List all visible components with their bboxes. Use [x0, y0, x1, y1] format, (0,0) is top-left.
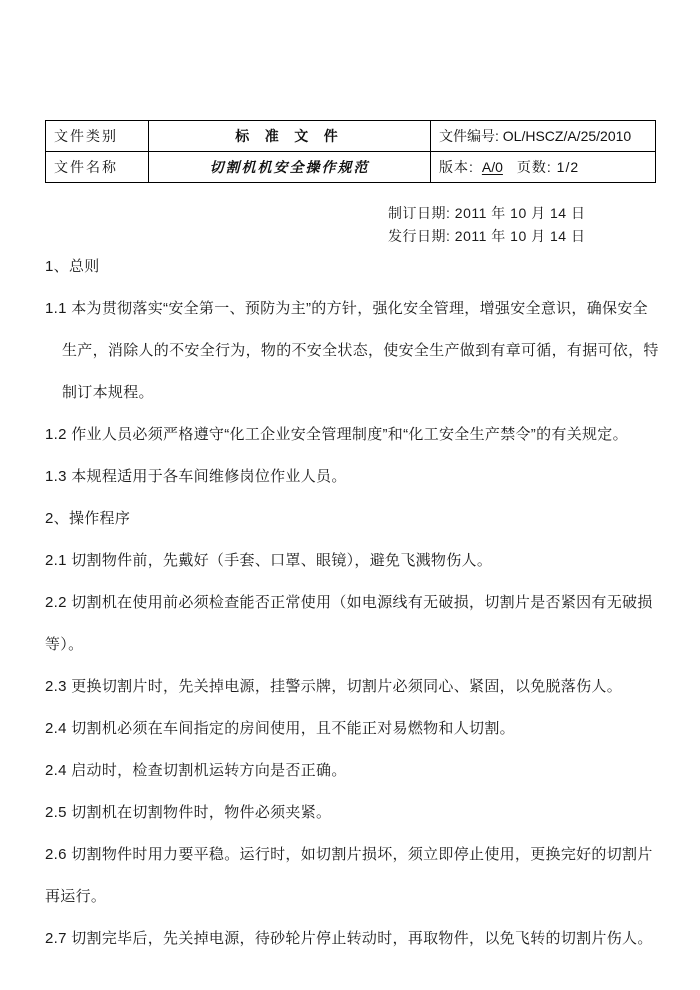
version-label: 版本:: [439, 159, 474, 175]
category-label: 文件类别: [46, 121, 149, 152]
body-paragraph: 2.5 切割机在切割物件时，物件必须夹紧。: [45, 804, 332, 821]
doc-name-label: 文件名称: [46, 152, 149, 183]
version-pages-cell: [431, 152, 656, 183]
section-heading: 1、总则: [45, 258, 100, 275]
body-paragraph: 1.1 本为贯彻落实“安全第一、预防为主”的方针，强化安全管理，增强安全意识，确保安全生产，消除人的不安全行为，物的不安全状态，使安全生产做到有章可循，有据可依，特制订本规程。: [45, 300, 659, 401]
header-row-category: [46, 121, 656, 152]
body-paragraph: 2.1 切割物件前，先戴好（手套、口罩、眼镜），避免飞溅物伤人。: [45, 552, 493, 569]
header-row-title: [46, 152, 656, 183]
date-issued: 发行日期: 2011 年 10 月 14 日: [388, 228, 586, 244]
dates-block: [388, 202, 585, 248]
doc-number: 文件编号: OL/HSCZ/A/25/2010: [431, 121, 656, 152]
section-heading: 2、操作程序: [45, 510, 131, 527]
document-body: [45, 246, 659, 960]
body-paragraph: 2.4 切割机必须在车间指定的房间使用，且不能正对易燃物和人切割。: [45, 720, 515, 737]
version-value: A/0: [481, 159, 503, 175]
body-paragraph: 1.2 作业人员必须严格遵守“化工企业安全管理制度”和“化工安全生产禁令”的有关规定。: [45, 426, 628, 443]
body-paragraph: 1.3 本规程适用于各车间维修岗位作业人员。: [45, 468, 347, 485]
body-paragraph: 2.3 更换切割片时，先关掉电源，挂警示牌，切割片必须同心、紧固，以免脱落伤人。: [45, 678, 623, 695]
header-table: [45, 120, 656, 183]
pages-label: 页数: 1/2: [516, 159, 580, 175]
body-paragraph: 2.2 切割机在使用前必须检查能否正常使用（如电源线有无破损，切割片是否紧因有无破损等）。: [45, 594, 653, 653]
date-created: 制订日期: 2011 年 10 月 14 日: [388, 205, 586, 221]
body-paragraph: 2.6 切割物件时用力要平稳。运行时，如切割片损坏，须立即停止使用，更换完好的切割片再运行。: [45, 846, 653, 905]
category-value: 标 准 文 件: [149, 121, 431, 152]
body-paragraph: 2.4 启动时，检查切割机运转方向是否正确。: [45, 762, 347, 779]
doc-title: 切割机机安全操作规范: [149, 152, 431, 183]
body-paragraph: 2.7 切割完毕后，先关掉电源，待砂轮片停止转动时，再取物件，以免飞转的切割片伤人。: [45, 930, 653, 947]
